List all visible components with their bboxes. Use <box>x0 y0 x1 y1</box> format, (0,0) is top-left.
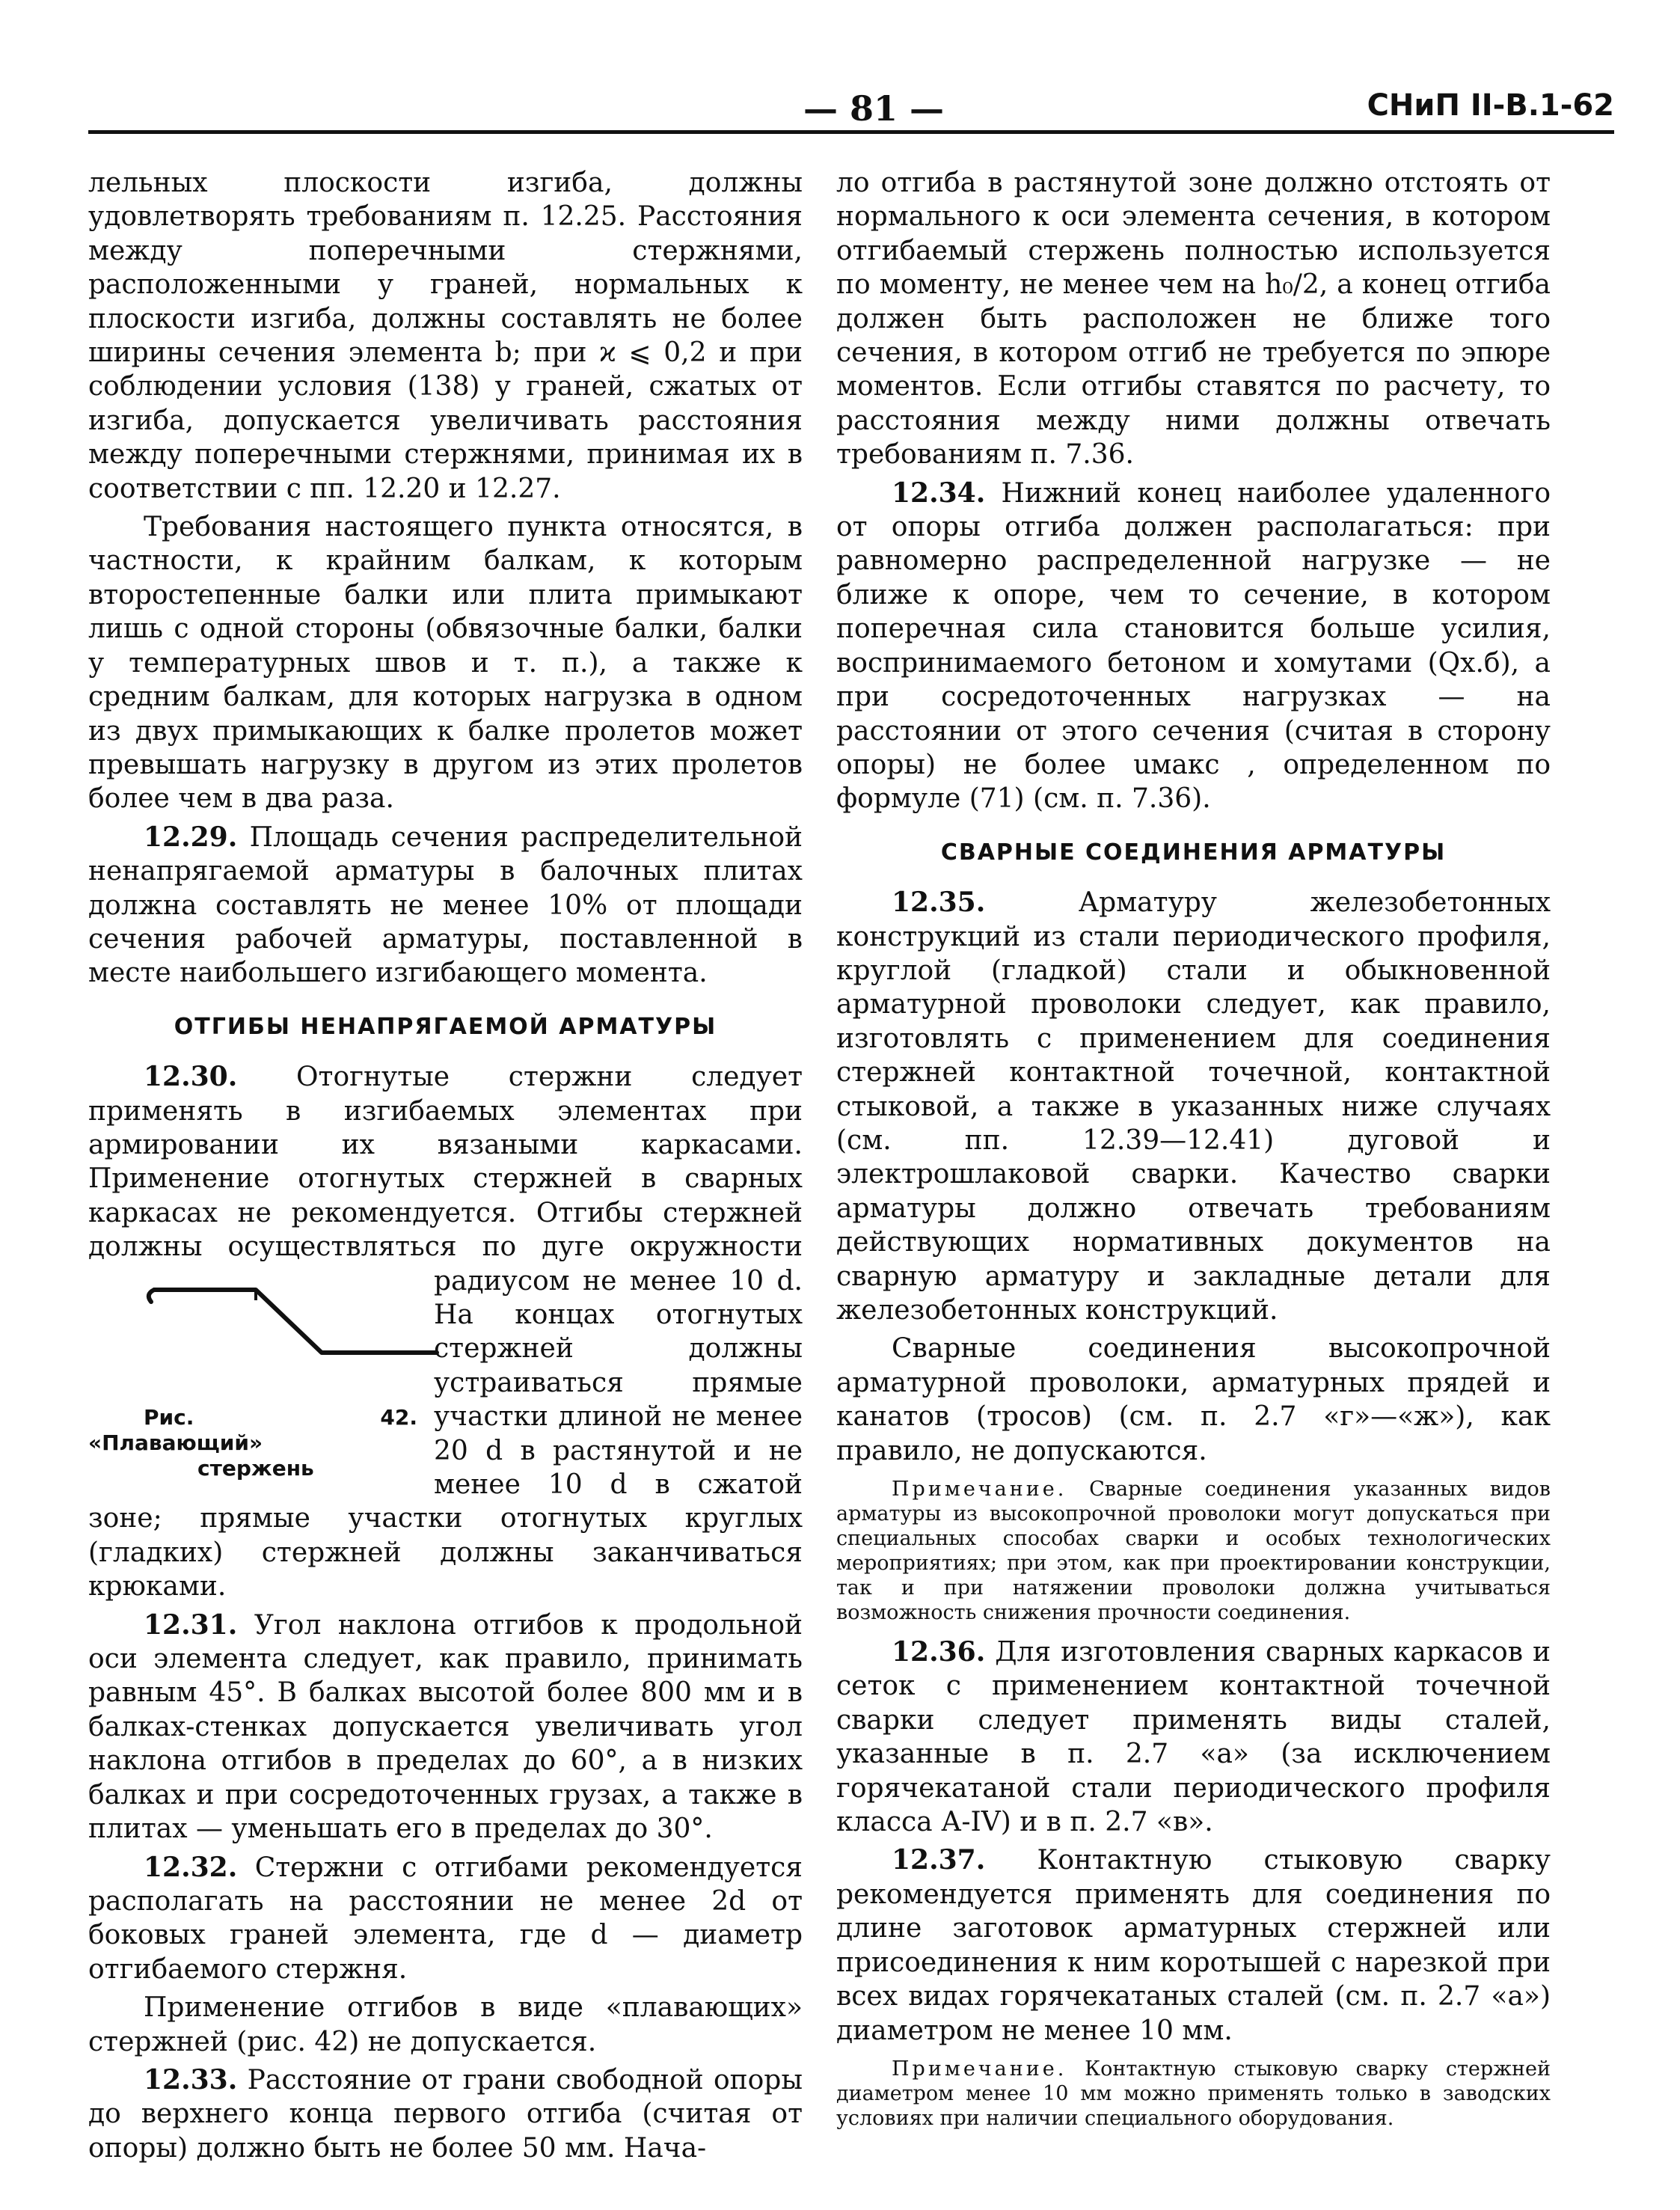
paragraph <box>88 2063 803 2165</box>
note <box>836 2057 1551 2131</box>
header-rule <box>88 130 1614 134</box>
figure-box <box>88 1270 417 1487</box>
paragraph <box>836 1635 1551 1839</box>
clause-text: Стержни с отгибами рекомендуется располагать на расстоянии не менее 2d от боковых граней элемента, где d — диаметр отгибаемого стержня. <box>88 1852 803 1985</box>
note <box>836 1477 1551 1625</box>
bar-hook <box>149 1290 154 1302</box>
figure-caption <box>88 1405 417 1481</box>
paragraph <box>836 1843 1551 2047</box>
clause-number: 12.36. <box>892 1636 986 1668</box>
clause-number: 12.35. <box>892 887 986 919</box>
paragraph: ло отгиба в растянутой зоне должно отстоять от нормального к оси элемента сечения, в котором отгибаемый стержень полностью используется по моменту, не менее чем на h₀/2, а конец отгиба должен быть расположен не ближе того сечения, в котором отгиб не требуется по эпюре моментов. Если отгибы ставятся по расчету, то расстояния между ними должны отвечать требованиям п. 7.36. <box>836 168 1551 471</box>
clause-text: Расстояние от грани свободной опоры до верхнего конца первого отгиба (считая от опоры) должно быть не более 50 мм. Нача- <box>88 2064 803 2164</box>
note-label: Примечание. <box>892 1478 1067 1502</box>
figure-title-line2: стержень <box>197 1455 314 1481</box>
paragraph <box>836 477 1551 816</box>
clause-text-continued: 10 d. На концах отогнутых стержней должны устраиваться прямые участки длиной не менее 20 d в растянутой и не менее 10 d в сжатой зоне; прямые участки отогнутых круглых (гладких) стержней должны заканчиваться крюками. <box>88 1265 803 1603</box>
paragraph: Применение отгибов в виде «плавающих» стержней (рис. 42) не допускается. <box>88 1992 803 2057</box>
section-heading: СВАРНЫЕ СОЕДИНЕНИЯ АРМАТУРЫ <box>940 839 1447 866</box>
section-heading: ОТГИБЫ НЕНАПРЯГАЕМОЙ АРМАТУРЫ <box>174 1013 717 1040</box>
clause-text: Арматуру железобетонных конструкций из стали периодического профиля, круглой (гладкой) стали и обыкновенной арматурной проволоки следует, как правило, изготовлять с применением для соединения стержней контактной точечной, контактной стыковой, а также в указанных ниже случаях (см. пп. 12.39—12.41) дуговой и электрошлаковой сварки. Качество сварки арматуры должно отвечать требованиям действующих нормативных документов на сварную арматуру и закладные детали для железобетонных конструкций. <box>836 887 1551 1326</box>
paragraph: лельных плоскости изгиба, должны удовлетворять требованиям п. 12.25. Расстояния между поперечными стержнями, расположенными у граней, нормальных к плоскости изгиба, должны составлять не более ширины сечения элемента b; при ϰ ⩽ 0,2 и при соблюдении условия (138) у граней, сжатых от изгиба, допускается увеличивать расстояния между поперечными стержнями, принимая их в соответствии с пп. 12.20 и 12.27. <box>88 168 803 504</box>
clause-text: Угол наклона отгибов к продольной оси элемента следует, как правило, принимать равным 45°. В балках высотой более 800 мм и в балках-стенках допускается увеличивать угол наклона отгибов в пределах до 60°, а в низких балках и при сосредоточенных грузах, а также в плитах — уменьшать его в пределах до 30°. <box>88 1609 803 1845</box>
paragraph <box>88 821 803 991</box>
clause-text: Отогнутые стержни следует применять в изгибаемых элементах при армировании их вязаными каркасами. Применение отогнутых стержней в сварных каркасах не рекомендуется. Отгибы стержней должны осуществляться по дуге окружности радиусом не менее <box>88 1062 803 1297</box>
note-text: Сварные соединения указанных видов арматуры из высокопрочной проволоки могут допускаться при специальных способах сварки и особых технологических мероприятиях; при этом, как при проектировании конструкции, так и при натяжении проволоки должна учитываться возможность снижения прочности соединения. <box>836 1478 1551 1625</box>
paragraph <box>836 886 1551 1327</box>
clause-number: 12.32. <box>144 1851 238 1883</box>
clause-number: 12.31. <box>144 1608 238 1641</box>
clause-number: 12.30. <box>144 1061 238 1093</box>
figure-label: Рис. 42. <box>144 1404 417 1430</box>
paragraph: Сварные соединения высокопрочной арматурной проволоки, арматурных прядей и канатов (тросов) (см. п. 2.7 «г»—«ж»), как правило, не допускаются. <box>836 1333 1551 1466</box>
clause-text: Площадь сечения распределительной ненапрягаемой арматуры в балочных плитах должна составлять не менее 10% от площади сечения рабочей арматуры, поставленной в месте наибольшего изгибающего момента. <box>88 821 803 989</box>
clause-number: 12.34. <box>892 477 986 509</box>
bent-bar-line <box>154 1290 437 1353</box>
paragraph <box>88 1851 803 1987</box>
figure-title: «Плавающий» <box>88 1430 263 1455</box>
note-label: Примечание. <box>892 2057 1067 2081</box>
clause-text: Для изготовления сварных каркасов и сеток с применением контактной точечной сварки следует применять виды сталей, указанные в п. 2.7 «а» (за исключением горячекатаной стали периодического профиля класса А-IV) и в п. 2.7 «в». <box>836 1637 1551 1838</box>
floating-bar-drawing <box>144 1270 473 1405</box>
paragraph <box>88 1060 803 1604</box>
paragraph <box>88 1608 803 1846</box>
paragraph: Требования настоящего пункта относятся, в частности, к крайним балкам, к которым второстепенные балки или плита примыкают лишь с одной стороны (обвязочные балки, балки у температурных швов и т. п.), а также к средним балкам, для которых нагрузка в одном из двух примыкающих к балке пролетов может превышать нагрузку в другом из этих пролетов более чем в два раза. <box>88 512 803 815</box>
clause-number: 12.33. <box>144 2063 238 2096</box>
document-code: СНиП II-В.1-62 <box>1367 88 1614 123</box>
clause-number: 12.37. <box>892 1844 986 1876</box>
page-header <box>88 84 1614 129</box>
clause-text: Контактную стыковую сварку рекомендуется применять для соединения по длине заготовок арматурных стержней или присоединения к ним коротышей с нарезкой при всех видах горячекатаных сталей (см. п. 2.7 «а») диаметром не менее 10 мм. <box>836 1845 1551 2046</box>
clause-number: 12.29. <box>144 821 238 853</box>
clause-text: Нижний конец наиболее удаленного от опоры отгиба должен располагаться: при равномерно распределенной нагрузке — не ближе к опоре, чем то сечение, в котором поперечная сила становится больше усилия, воспринимаемого бетоном и хомутами (Qх.б), а при сосредоточенных нагрузках — на расстоянии от этого сечения (считая в сторону опоры) не более uмакс , определенном по формуле (71) (см. п. 7.36). <box>836 477 1551 815</box>
page-number: — 81 — <box>803 88 945 129</box>
right-column <box>836 166 1551 2141</box>
note-text: Контактную стыковую сварку стержней диаметром менее 10 мм можно применять только в заводских условиях при наличии специального оборудования. <box>836 2057 1551 2130</box>
left-column <box>88 166 803 2170</box>
